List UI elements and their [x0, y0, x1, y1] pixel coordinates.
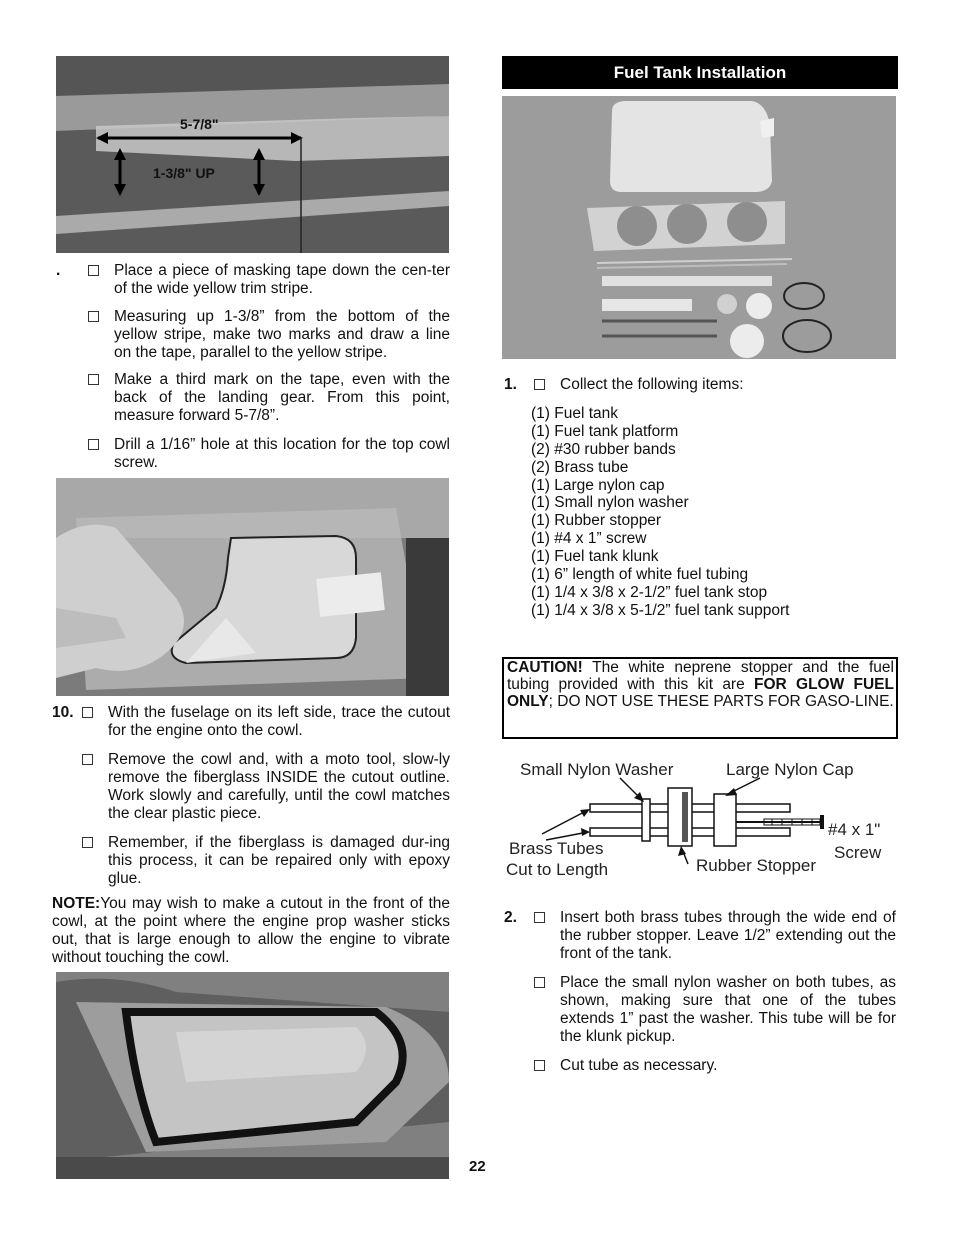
list-item: (1) 1/4 x 3/8 x 5-1/2” fuel tank support	[531, 602, 790, 619]
checkbox[interactable]	[534, 977, 545, 988]
step-third-mark	[56, 371, 450, 427]
photo-masking-tape	[56, 56, 449, 253]
checkbox[interactable]	[534, 379, 545, 390]
label-rubber-stopper: Rubber Stopper	[696, 856, 817, 875]
page-number: 22	[469, 1158, 486, 1175]
list-item: (1) 1/4 x 3/8 x 2-1/2” fuel tank stop	[531, 584, 768, 601]
step-text: Measuring up 1-3/8” from the bottom of the yellow stripe, make two marks and draw a line on the tape, parallel to the yellow stripe.	[114, 308, 450, 361]
label-screw-size: #4 x 1"	[828, 820, 881, 839]
checkbox[interactable]	[534, 912, 545, 923]
section-header: Fuel Tank Installation	[502, 56, 898, 89]
photo-cowl	[56, 972, 449, 1179]
caution-label: CAUTION!	[507, 659, 583, 676]
list-item: (1) Fuel tank platform	[531, 423, 679, 440]
step-text: Make a third mark on the tape, even with the back of the landing gear. From this point, measure forward 5-7/8”.	[114, 371, 450, 424]
label-large-nylon-cap: Large Nylon Cap	[726, 760, 854, 779]
checkbox[interactable]	[82, 707, 93, 718]
step-nylon-washer	[504, 974, 896, 1050]
checkbox[interactable]	[88, 265, 99, 276]
checkbox[interactable]	[88, 311, 99, 322]
list-item: (2) #30 rubber bands	[531, 441, 676, 458]
step-number: 2.	[504, 909, 517, 926]
note-paragraph	[52, 895, 450, 967]
step-remove-cowl	[52, 751, 450, 827]
caution-text-2: ; DO NOT USE THESE PARTS FOR GASO-LINE.	[548, 693, 894, 710]
checkbox[interactable]	[88, 439, 99, 450]
list-item: (1) Fuel tank klunk	[531, 548, 659, 565]
list-item: (1) Small nylon washer	[531, 494, 689, 511]
list-item: (1) 6” length of white fuel tubing	[531, 566, 749, 583]
photo-fuel-tank-parts	[502, 96, 896, 359]
step-number: 1.	[504, 376, 517, 393]
checkbox[interactable]	[534, 1060, 545, 1071]
caution-bold-text: FOR GLOW FUEL ONLY	[507, 676, 894, 710]
checkbox[interactable]	[82, 754, 93, 765]
caution-text-1: The white neprene stopper and the fuel tubing provided with this kit are	[507, 659, 894, 693]
photo-trace-cutout	[56, 478, 449, 696]
step-text: Remember, if the fiberglass is damaged dur-ing this process, it can be repaired only with epoxy glue.	[108, 834, 450, 887]
stopper-diagram	[502, 752, 898, 882]
step-number: .	[56, 262, 61, 279]
caution-box	[502, 657, 898, 739]
step-2	[504, 909, 896, 965]
step-number: 10.	[52, 704, 74, 721]
step-text: Place the small nylon washer on both tubes, as shown, making sure that one of the tubes extends 1” past the washer. This tube will be for the klunk pickup.	[560, 974, 896, 1045]
label-brass-tubes: Brass Tubes	[509, 839, 604, 858]
step-1	[504, 376, 896, 396]
step-text: Drill a 1/16” hole at this location for the top cowl screw.	[114, 436, 450, 471]
note-label: NOTE:	[52, 895, 101, 912]
checkbox[interactable]	[82, 837, 93, 848]
step-cut-tube	[504, 1057, 896, 1077]
step-10	[52, 704, 450, 744]
photo-label-height: 1-3/8" UP	[153, 165, 215, 181]
step-text: Insert both brass tubes through the wide end of the rubber stopper. Leave 1/2” extending out the front of the tank.	[560, 909, 896, 962]
step-text: Remove the cowl and, with a moto tool, slow-ly remove the fiberglass INSIDE the cutout outline. Work slowly and carefully, until the cowl matches the clear plastic piece.	[108, 751, 450, 822]
step-drill	[56, 436, 450, 474]
step-text: Cut tube as necessary.	[560, 1057, 718, 1074]
list-item: (1) Fuel tank	[531, 405, 619, 422]
list-item: (2) Brass tube	[531, 459, 629, 476]
step-remember	[52, 834, 450, 890]
step-measure	[56, 308, 450, 364]
label-small-nylon-washer: Small Nylon Washer	[520, 760, 674, 779]
list-item: (1) Large nylon cap	[531, 477, 665, 494]
list-item: (1) #4 x 1” screw	[531, 530, 647, 547]
note-text: You may wish to make a cutout in the front of the cowl, at the point where the engine prop washer sticks out, that is large enough to allow the engine to vibrate without touching the cowl.	[52, 895, 450, 966]
step-text: With the fuselage on its left side, trace the cutout for the engine onto the cowl.	[108, 704, 450, 739]
label-cut-to-length: Cut to Length	[506, 860, 609, 879]
label-screw: Screw	[834, 843, 882, 862]
photo-label-width: 5-7/8"	[180, 116, 219, 132]
step-text: Collect the following items:	[560, 376, 744, 393]
step-tape	[56, 262, 450, 302]
checkbox[interactable]	[88, 374, 99, 385]
step-text: Place a piece of masking tape down the cen-ter of the wide yellow trim stripe.	[114, 262, 450, 297]
list-item: (1) Rubber stopper	[531, 512, 662, 529]
